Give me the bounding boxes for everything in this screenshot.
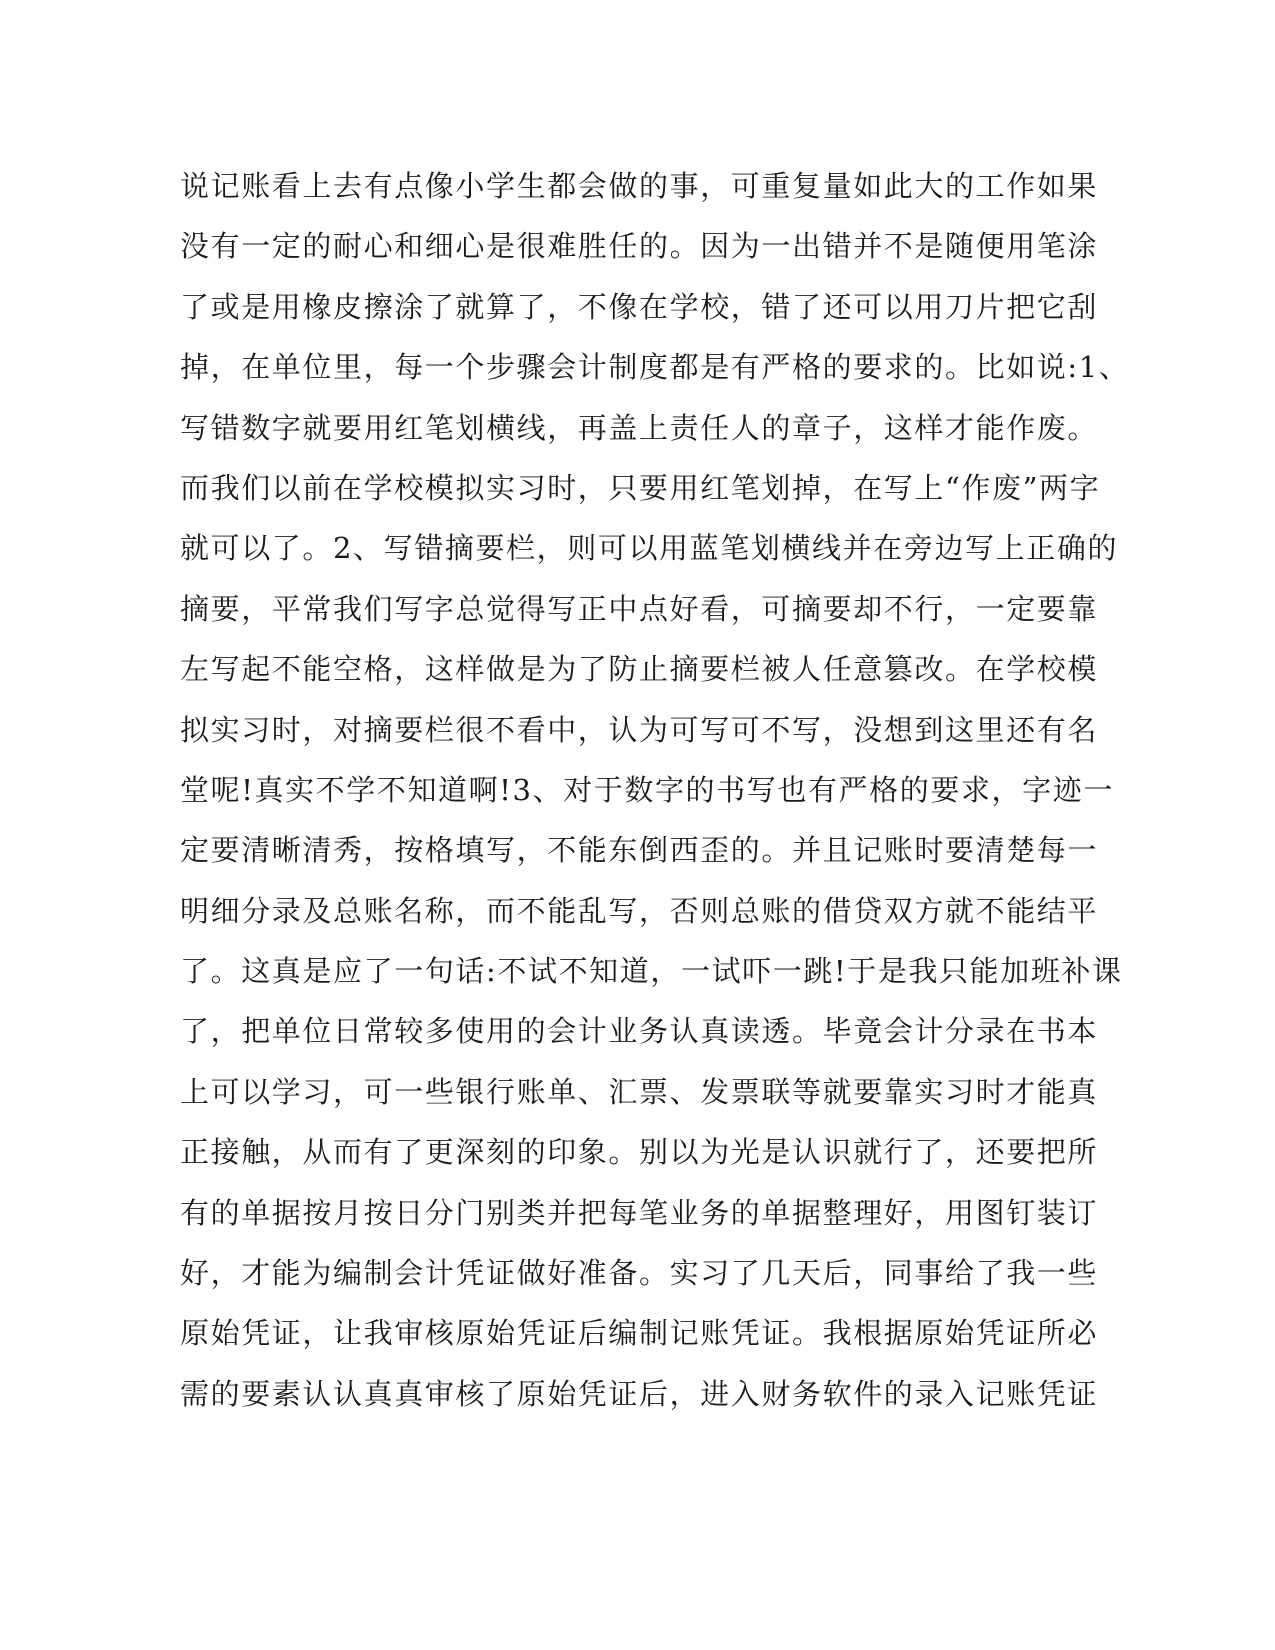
text-line: 上可以学习，可一些银行账单、汇票、发票联等就要靠实习时才能真 <box>180 1074 1099 1109</box>
text-line: 拟实习时，对摘要栏很不看中，认为可写可不写，没想到这里还有名 <box>180 712 1099 747</box>
text-line: 正接触，从而有了更深刻的印象。别以为光是认识就行了，还要把所 <box>180 1135 1099 1170</box>
text-line: 了，把单位日常较多使用的会计业务认真读透。毕竟会计分录在书本 <box>180 1014 1099 1049</box>
text-line: 定要清晰清秀，按格填写，不能东倒西歪的。并且记账时要清楚每一 <box>180 833 1099 868</box>
text-line: 明细分录及总账名称，而不能乱写，否则总账的借贷双方就不能结平 <box>180 893 1099 928</box>
text-line: 了。这真是应了一句话:不试不知道，一试吓一跳!于是我只能加班补课 <box>180 954 1123 989</box>
text-line: 需的要素认认真真审核了原始凭证后，进入财务软件的录入记账凭证 <box>180 1376 1099 1411</box>
text-line: 而我们以前在学校模拟实习时，只要用红笔划掉，在写上“作废”两字 <box>180 470 1101 505</box>
text-line: 左写起不能空格，这样做是为了防止摘要栏被人任意篡改。在学校模 <box>180 652 1099 687</box>
text-line: 原始凭证，让我审核原始凭证后编制记账凭证。我根据原始凭证所必 <box>180 1316 1099 1351</box>
text-line: 写错数字就要用红笔划横线，再盖上责任人的章子，这样才能作废。 <box>180 410 1099 445</box>
text-line: 好，才能为编制会计凭证做好准备。实习了几天后，同事给了我一些 <box>180 1256 1099 1291</box>
text-line: 摘要，平常我们写字总觉得写正中点好看，可摘要却不行，一定要靠 <box>180 591 1099 626</box>
text-line: 有的单据按月按日分门别类并把每笔业务的单据整理好，用图钉装订 <box>180 1195 1099 1230</box>
text-line: 就可以了。2、写错摘要栏，则可以用蓝笔划横线并在旁边写上正确的 <box>180 531 1119 566</box>
body-text <box>180 156 1130 1424</box>
text-line: 堂呢!真实不学不知道啊!3、对于数字的书写也有严格的要求，字迹一 <box>180 772 1114 807</box>
text-line: 了或是用橡皮擦涂了就算了，不像在学校，错了还可以用刀片把它刮 <box>180 289 1099 324</box>
text-line: 没有一定的耐心和细心是很难胜任的。因为一出错并不是随便用笔涂 <box>180 229 1099 264</box>
text-line: 说记账看上去有点像小学生都会做的事，可重复量如此大的工作如果 <box>180 169 1099 203</box>
text-line: 掉，在单位里，每一个步骤会计制度都是有严格的要求的。比如说:1、 <box>180 350 1130 385</box>
